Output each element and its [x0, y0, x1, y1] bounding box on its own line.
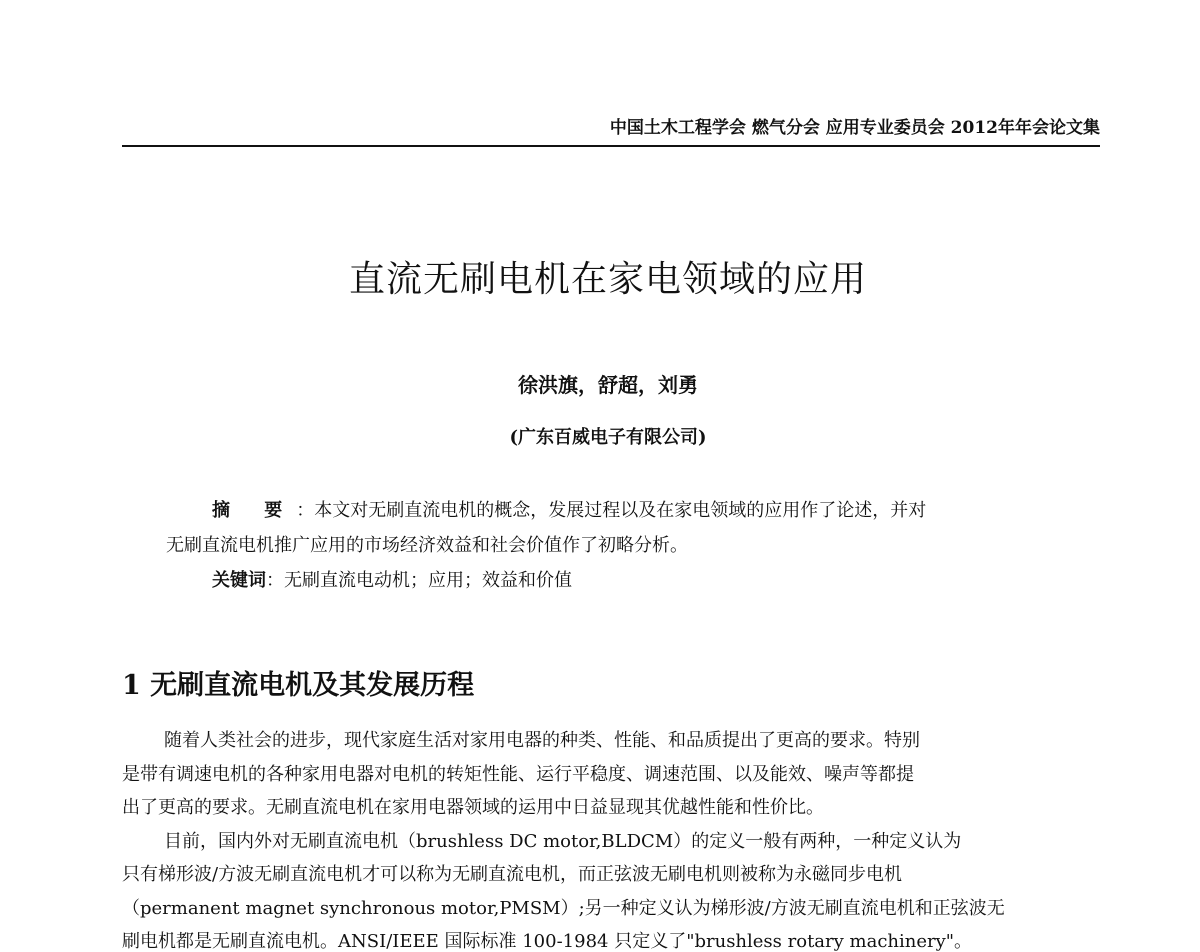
body-line: 随着人类社会的进步，现代家庭生活对家用电器的种类、性能、和品质提出了更高的要求。特别: [164, 730, 920, 751]
body-line: 刷电机都是无刷直流电机。ANSI/IEEE 国际标准 100-1984 只定义了"brushless rotary machinery"。: [122, 931, 973, 952]
abstract-text-1: ：本文对无刷直流电机的概念，发展过程以及在家电领域的应用作了论述，并对: [296, 500, 927, 521]
keywords-label: 关键词: [212, 570, 266, 591]
keywords-line: [166, 563, 1066, 598]
running-header: 中国土木工程学会 燃气分会 应用专业委员会 2012年年会论文集: [609, 118, 1100, 138]
author-list: 徐洪旗，舒超，刘勇: [518, 373, 698, 397]
keywords-text: ：无刷直流电动机；应用；效益和价值: [266, 570, 572, 591]
header-rule: [122, 145, 1100, 147]
body-line: 只有梯形波/方波无刷直流电机才可以称为无刷直流电机，而正弦波无刷电机则被称为永磁同步电机: [122, 864, 903, 885]
body-line: （permanent magnet synchronous motor,PMSM）;另一种定义认为梯形波/方波无刷直流电机和正弦波无: [122, 897, 1005, 919]
body-line: 出了更高的要求。无刷直流电机在家用电器领域的运用中日益显现其优越性能和性价比。: [122, 797, 824, 818]
body-line: 目前，国内外对无刷直流电机（brushless DC motor,BLDCM）的定义一般有两种，一种定义认为: [164, 830, 962, 852]
affiliation: (广东百威电子有限公司): [509, 427, 707, 448]
abstract-line-1: [166, 493, 1066, 528]
section-body: [122, 724, 1100, 952]
abstract-line-2: 无刷直流电机推广应用的市场经济效益和社会价值作了初略分析。: [166, 535, 688, 556]
section-heading: 1 无刷直流电机及其发展历程: [122, 670, 475, 701]
abstract-label: 摘 要: [212, 500, 297, 521]
paper-title: 直流无刷电机在家电领域的应用: [348, 259, 867, 300]
body-line: 是带有调速电机的各种家用电器对电机的转矩性能、运行平稳度、调速范围、以及能效、噪声等都提: [122, 763, 914, 785]
abstract-block: [166, 493, 1066, 598]
